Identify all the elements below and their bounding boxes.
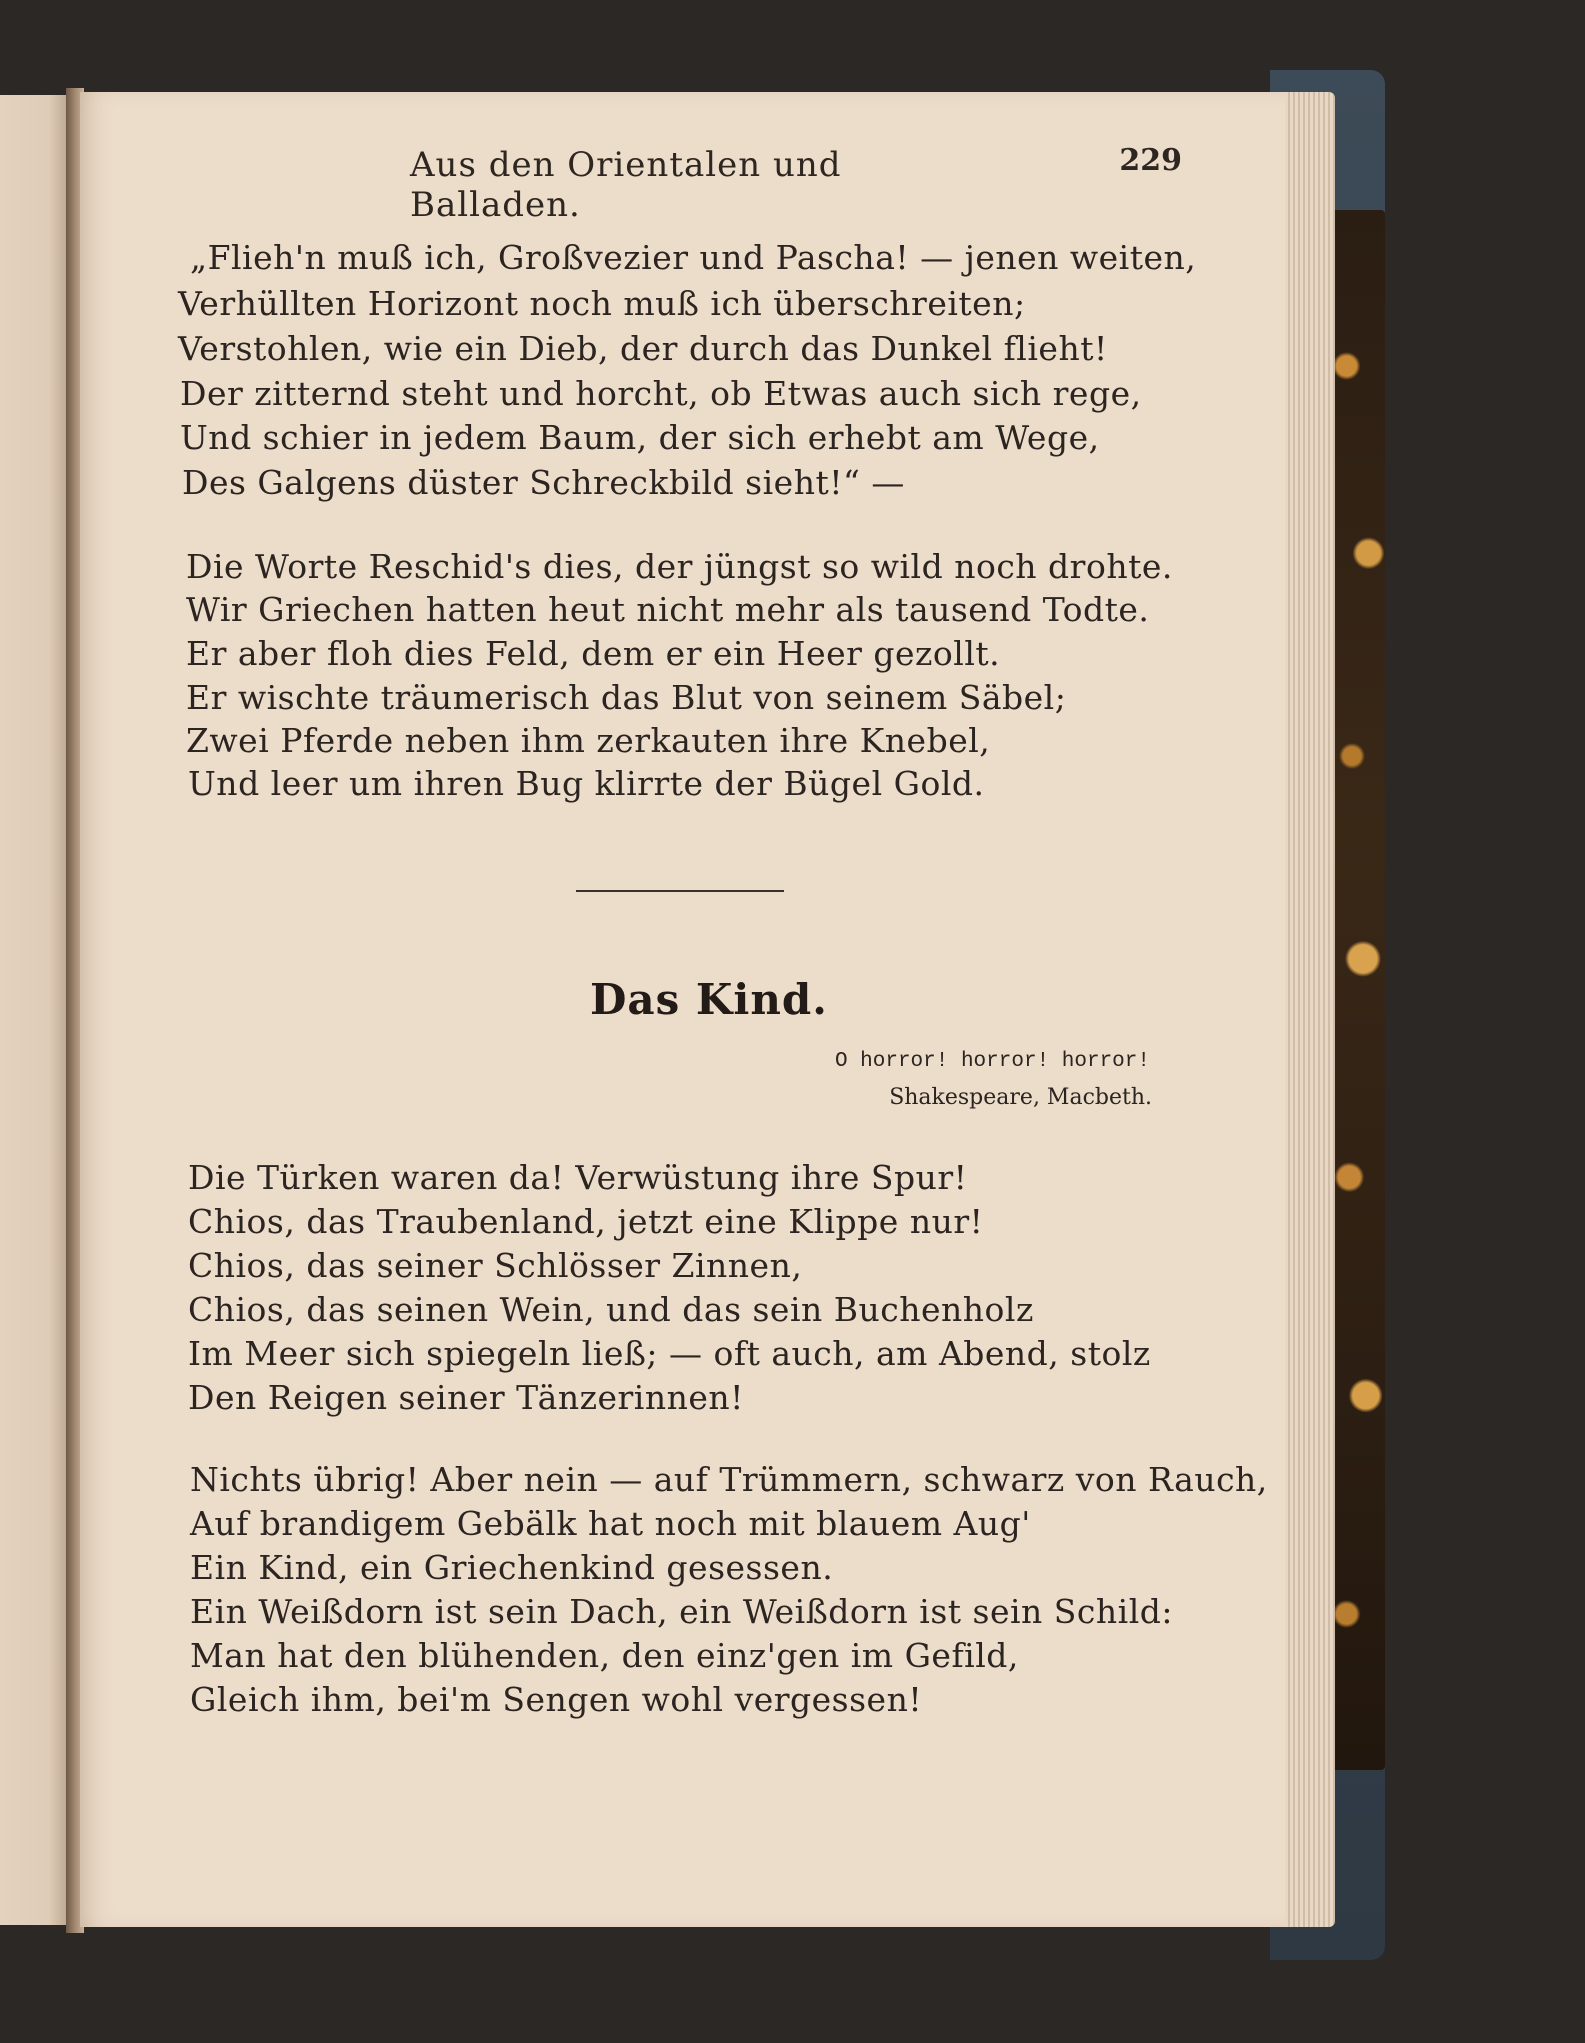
marbled-edge [1330, 210, 1385, 1770]
verse-line: Ein Weißdorn ist sein Dach, ein Weißdorn ist sein Schild: [190, 1592, 1173, 1631]
verse-line: Und leer um ihren Bug klirrte der Bügel Gold. [188, 764, 985, 803]
verse-line: Der zitternd steht und horcht, ob Etwas auch sich rege, [180, 374, 1142, 413]
verse-line: Des Galgens düster Schreckbild sieht!“ — [182, 463, 905, 502]
verse-line: Zwei Pferde neben ihm zerkauten ihre Knebel, [186, 721, 991, 760]
left-page [0, 95, 72, 1925]
epigraph: O horror! horror! horror! [834, 1050, 1150, 1073]
verse-line: Auf brandigem Gebälk hat noch mit blauem Aug' [190, 1504, 1031, 1543]
verse-line: Und schier in jedem Baum, der sich erhebt am Wege, [180, 418, 1100, 457]
epigraph-source: Shakespeare, Macbeth. [889, 1085, 1152, 1110]
verse-line: Wir Griechen hatten heut nicht mehr als tausend Todte. [186, 590, 1150, 629]
verse-line: Ein Kind, ein Griechenkind gesessen. [190, 1548, 834, 1587]
verse-line: „Flieh'n muß ich, Großvezier und Pascha! — jenen weiten, [190, 238, 1197, 277]
section-divider [576, 890, 784, 892]
verse-line: Verhüllten Horizont noch muß ich überschreiten; [178, 284, 1026, 323]
verse-line: Chios, das Traubenland, jetzt eine Klippe nur! [188, 1202, 984, 1241]
verse-line: Die Türken waren da! Verwüstung ihre Spur! [188, 1158, 968, 1197]
verse-line: Er wischte träumerisch das Blut von seinem Säbel; [186, 678, 1067, 717]
verse-line: Chios, das seiner Schlösser Zinnen, [188, 1246, 803, 1285]
verse-line: Nichts übrig! Aber nein — auf Trümmern, schwarz von Rauch, [190, 1460, 1268, 1499]
verse-line: Verstohlen, wie ein Dieb, der durch das Dunkel flieht! [178, 329, 1108, 368]
verse-line: Die Worte Reschid's dies, der jüngst so wild noch drohte. [186, 547, 1173, 586]
poem-title: Das Kind. [590, 975, 828, 1024]
running-title: Aus den Orientalen und Balladen. [410, 145, 842, 225]
page-number: 229 [1119, 143, 1182, 178]
verse-line: Man hat den blühenden, den einz'gen im Gefild, [190, 1636, 1019, 1675]
verse-line: Gleich ihm, bei'm Sengen wohl vergessen! [190, 1680, 923, 1719]
verse-line: Er aber floh dies Feld, dem er ein Heer gezollt. [186, 634, 1001, 673]
verse-line: Chios, das seinen Wein, und das sein Buchenholz [188, 1290, 1034, 1329]
verse-line: Im Meer sich spiegeln ließ; — oft auch, am Abend, stolz [188, 1334, 1151, 1373]
verse-line: Den Reigen seiner Tänzerinnen! [188, 1378, 744, 1417]
page-edges [1280, 92, 1335, 1927]
